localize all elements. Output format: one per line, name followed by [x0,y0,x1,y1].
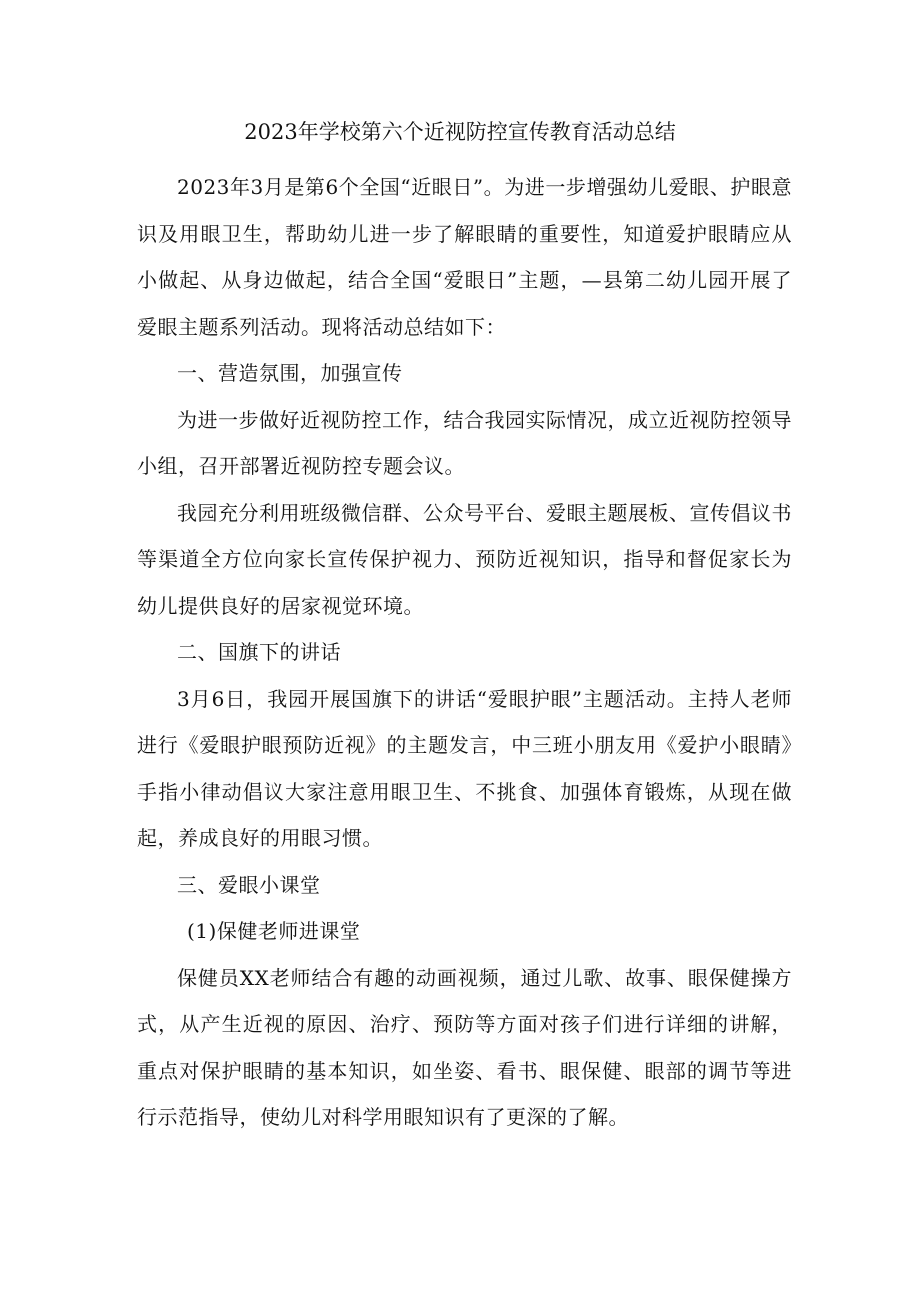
document-title: 2023年学校第六个近视防控宣传教育活动总结 [244,120,676,144]
subsection-heading-3-1: (1)保健老师进课堂 [187,919,361,943]
section-heading-1: 一、营造氛围，加强宣传 [177,361,403,385]
paragraph-3-1: 保健员XX老师结合有趣的动画视频，通过儿歌、故事、眼保健操方式，从产生近视的原因、治疗、预防等方面对孩子们进行详细的讲解，重点对保护眼睛的基本知识，如坐姿、看书、眼保健、眼部的调节等进行示范指导，使幼儿对科学用眼知识有了更深的了解。 [137,965,792,1129]
paragraph-1a: 为进一步做好近视防控工作，结合我园实际情况，成立近视防控领导小组，召开部署近视防控专题会议。 [137,407,792,478]
section-heading-2: 二、国旗下的讲话 [177,640,341,664]
paragraph-intro: 2023年3月是第6个全国“近眼日”。为进一步增强幼儿爱眼、护眼意识及用眼卫生，帮助幼儿进一步了解眼睛的重要性，知道爱护眼睛应从小做起、从身边做起，结合全国“爱眼日”主题，—县第二幼儿园开展了爱眼主题系列活动。现将活动总结如下： [137,175,792,339]
paragraph-2: 3月6日，我园开展国旗下的讲话“爱眼护眼”主题活动。主持人老师进行《爱眼护眼预防近视》的主题发言，中三班小朋友用《爱护小眼睛》手指小律动倡议大家注意用眼卫生、不挑食、加强体育锻炼，从现在做起，养成良好的用眼习惯。 [137,686,792,850]
section-heading-3: 三、爱眼小课堂 [177,872,321,897]
document-body [137,164,792,1141]
paragraph-1b: 我园充分利用班级微信群、公众号平台、爱眼主题展板、宣传倡议书等渠道全方位向家长宣传保护视力、预防近视知识，指导和督促家长为幼儿提供良好的居家视觉环境。 [137,500,792,618]
